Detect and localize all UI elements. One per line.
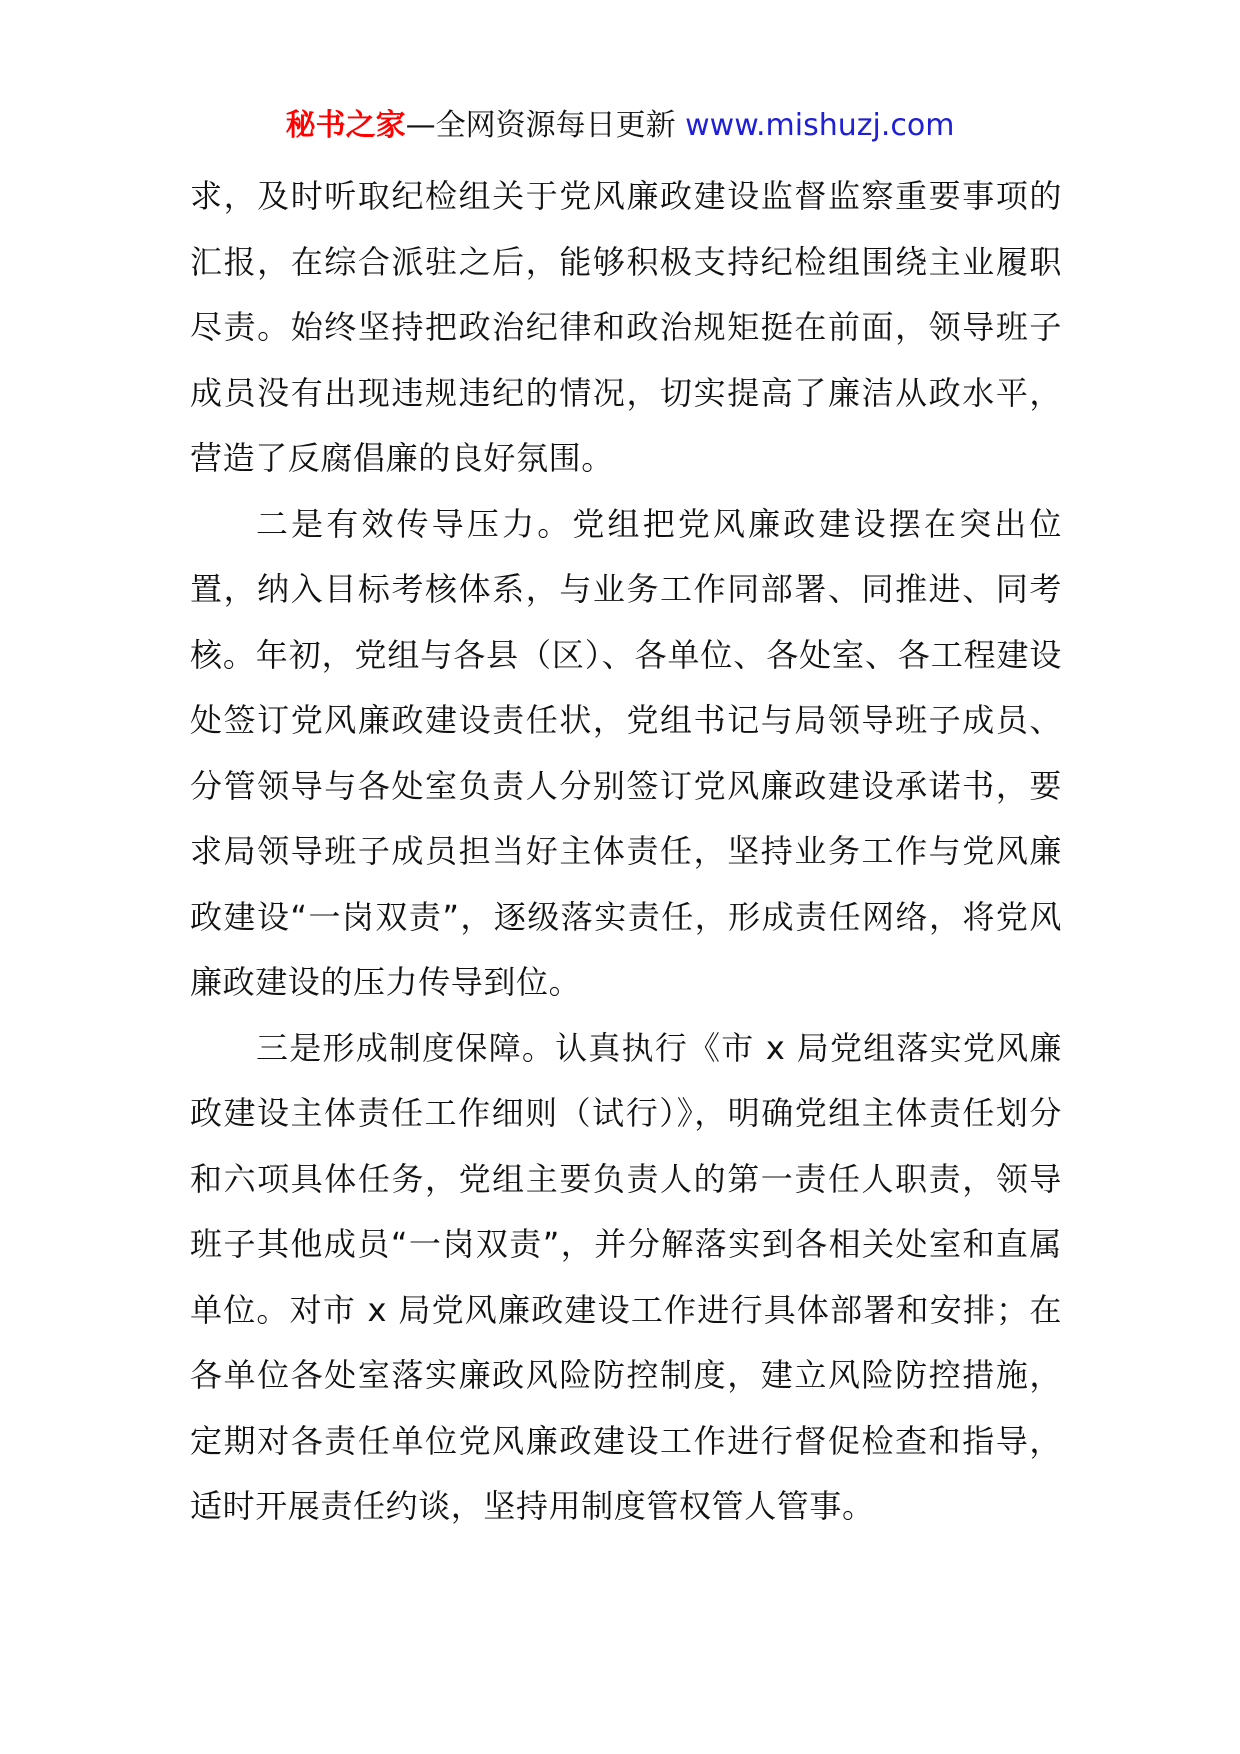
brand-name: 秘书之家 bbox=[285, 108, 406, 143]
header-url[interactable]: www.mishuzj.com bbox=[685, 108, 955, 143]
page-header bbox=[0, 104, 1240, 148]
paragraph-pressure: 二是有效传导压力。党组把党风廉政建设摆在突出位置，纳入目标考核体系，与业务工作同部署、同推进、同考核。年初，党组与各县（区）、各单位、各处室、各工程建设处签订党风廉政建设责任状，党组书记与局领导班子成员、分管领导与各处室负责人分别签订党风廉政建设承诺书，要求局领导班子成员担当好主体责任，坚持业务工作与党风廉政建设“一岗双责”，逐级落实责任，形成责任网络，将党风廉政建设的压力传导到位。 bbox=[190, 504, 1062, 1001]
document-body bbox=[190, 164, 1062, 1540]
paragraph-continuation: 求，及时听取纪检组关于党风廉政建设监督监察重要事项的汇报，在综合派驻之后，能够积极支持纪检组围绕主业履职尽责。始终坚持把政治纪律和政治规矩挺在前面，领导班子成员没有出现违规违纪的情况，切实提高了廉洁从政水平，营造了反腐倡廉的良好氛围。 bbox=[190, 177, 1062, 477]
header-tagline: —全网资源每日更新 bbox=[405, 108, 686, 143]
paragraph-system: 三是形成制度保障。认真执行《市 x 局党组落实党风廉政建设主体责任工作细则（试行）》，明确党组主体责任划分和六项具体任务，党组主要负责人的第一责任人职责，领导班子其他成员“一岗双责”，并分解落实到各相关处室和直属单位。对市 x 局党风廉政建设工作进行具体部署和安排；在各单位各处室落实廉政风险防控制度，建立风险防控措施，定期对各责任单位党风廉政建设工作进行督促检查和指导，适时开展责任约谈，坚持用制度管权管人管事。 bbox=[190, 1028, 1062, 1525]
